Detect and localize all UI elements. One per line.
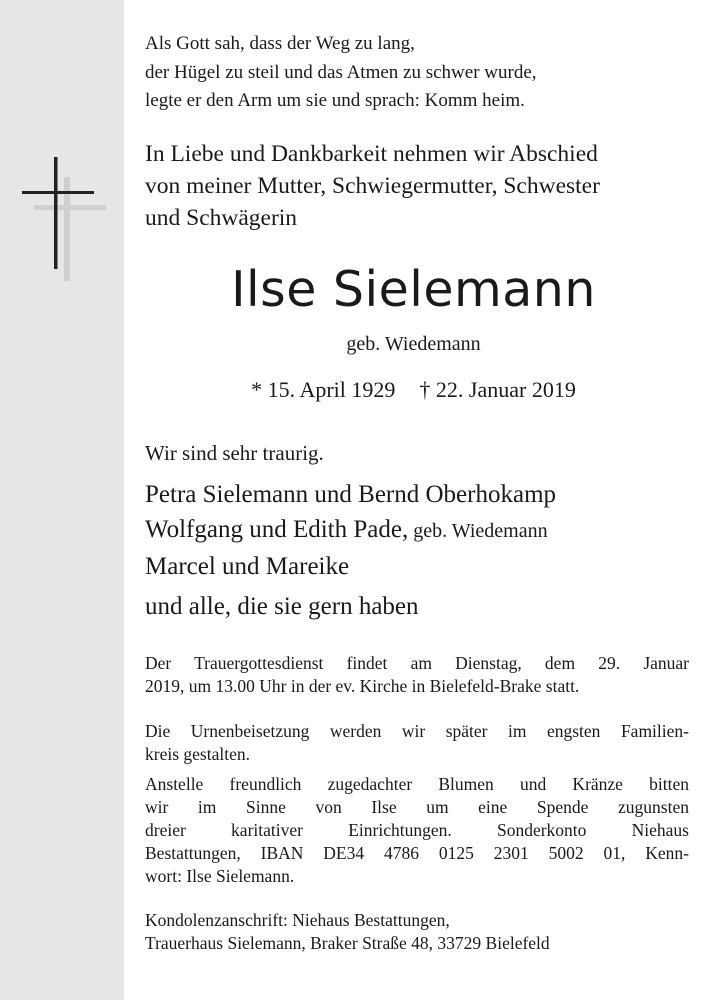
urn-notice (145, 720, 689, 766)
notice-line: Bestattungen, IBAN DE34 4786 0125 2301 5002 01, Kenn- (145, 843, 689, 863)
mourner-names: Wolfgang und Edith Pade, (145, 516, 409, 543)
mourner-birth-name: geb. Wiedemann (408, 520, 548, 542)
notice-line: Kondolenzanschrift: Niehaus Bestattungen, (145, 910, 450, 930)
mourner-line: Marcel und Mareike (145, 553, 350, 580)
verse-line: legte er den Arm um sie und sprach: Komm heim. (145, 90, 525, 111)
mourner-line: Petra Sielemann und Bernd Oberhokamp (145, 481, 557, 508)
mourners-all: und alle, die sie gern haben (145, 593, 419, 620)
notice-line: Die Urnenbeisetzung werden wir später im engsten Familien- (145, 721, 689, 741)
notice-line: dreier karitativer Einrichtungen. Sonderkonto Niehaus (145, 820, 689, 840)
notice-line: 2019, um 13.00 Uhr in der ev. Kirche in Bielefeld-Brake statt. (145, 676, 580, 696)
opening-verse (145, 30, 537, 116)
service-notice (145, 652, 689, 698)
birth-date: * 15. April 1929 (251, 377, 396, 402)
verse-line: Als Gott sah, dass der Weg zu lang, (145, 33, 415, 54)
deceased-name: Ilse Sielemann (231, 261, 596, 318)
notice-line: Der Trauergottesdienst findet am Dienstag, dem 29. Januar (145, 653, 689, 673)
notice-line: Trauerhaus Sielemann, Braker Straße 48, 33729 Bielefeld (145, 933, 550, 953)
notice-line: Anstelle freundlich zugedachter Blumen und Kränze bitten (145, 774, 689, 794)
condolence-address (145, 909, 689, 955)
notice-line: wort: Ilse Sielemann. (145, 866, 295, 886)
birth-name: geb. Wiedemann (346, 333, 481, 355)
notice-line: kreis gestalten. (145, 744, 250, 764)
intro-line: und Schwägerin (145, 205, 298, 231)
death-date: † 22. Januar 2019 (419, 377, 576, 402)
notice-line: wir im Sinne von Ilse um eine Spende zugunsten (145, 797, 689, 817)
farewell-intro (145, 138, 600, 234)
life-dates (124, 374, 703, 406)
intro-line: In Liebe und Dankbarkeit nehmen wir Abschied (145, 141, 598, 167)
verse-line: der Hügel zu steil und das Atmen zu schwer wurde, (145, 61, 537, 83)
mourner-line (145, 512, 556, 549)
donation-notice (145, 773, 689, 888)
left-sidebar-band (0, 0, 124, 1000)
mourners-list (145, 477, 556, 584)
mourners-intro: Wir sind sehr traurig. (145, 441, 324, 465)
intro-line: von meiner Mutter, Schwiegermutter, Schwester (145, 173, 600, 199)
cross-icon (20, 155, 120, 290)
